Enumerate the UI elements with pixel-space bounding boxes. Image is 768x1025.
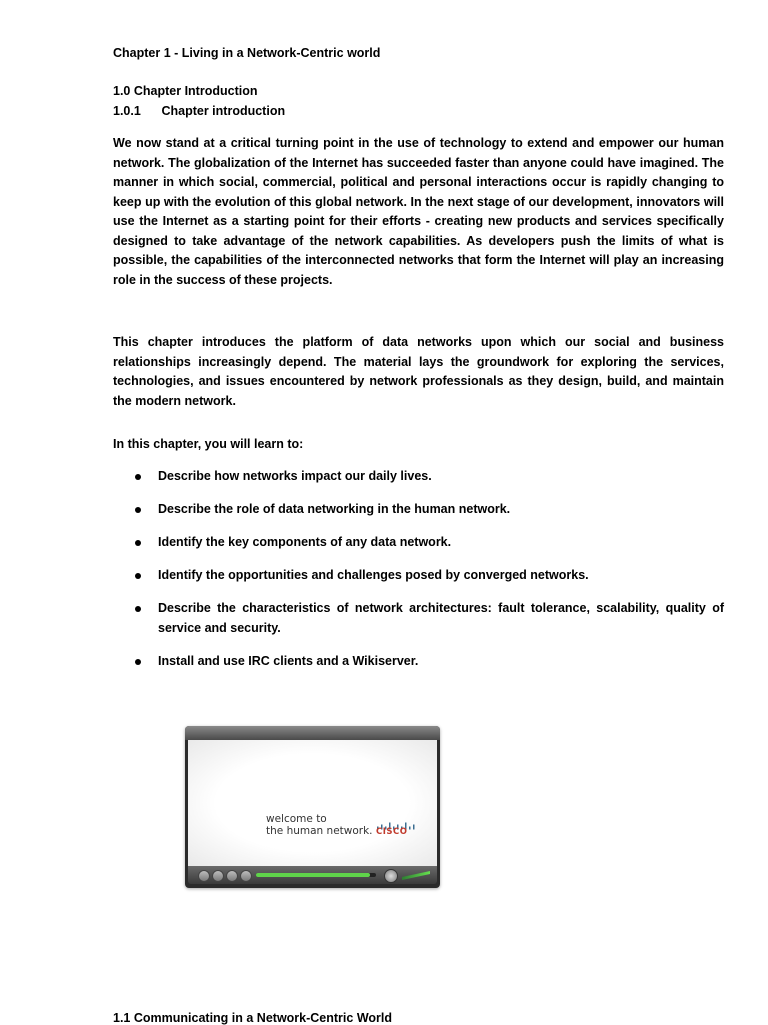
list-item-text: Identify the key components of any data network.	[158, 535, 452, 549]
bullet-icon	[135, 474, 141, 480]
section-title: Communicating in a Network-Centric World	[133, 1011, 392, 1025]
player-title-bar	[185, 726, 440, 740]
list-item	[113, 566, 724, 586]
bullet-icon	[135, 573, 141, 579]
section-heading-1-1	[113, 1011, 392, 1025]
play-button[interactable]	[212, 870, 224, 882]
chapter-overview-paragraph: This chapter introduces the platform of data networks upon which our social and business relationships increasingly depend. The material lays the groundwork for exploring the services, technologies, and issues encountered by network professionals as they design, build, and maintain the modern network.	[113, 335, 724, 408]
section-heading-1-0-1	[113, 104, 285, 118]
video-player[interactable]	[185, 726, 440, 888]
list-item	[113, 533, 724, 553]
objectives-lead: In this chapter, you will learn to:	[113, 437, 304, 451]
player-controls	[188, 866, 437, 884]
bullet-icon	[135, 659, 141, 665]
section-number: 1.1	[113, 1011, 131, 1025]
section-number: 1.0.1	[113, 104, 141, 118]
list-item	[113, 500, 724, 520]
chapter-title: Chapter 1 - Living in a Network-Centric world	[113, 46, 381, 60]
bullet-icon	[135, 540, 141, 546]
list-item-text: Install and use IRC clients and a Wikiserver.	[158, 653, 419, 668]
video-screen[interactable]	[188, 740, 437, 866]
pause-button[interactable]	[226, 870, 238, 882]
intro-paragraph: We now stand at a critical turning point in the use of technology to extend and empower our human network. The globalization of the Internet has succeeded faster than anyone could have imagined. The manner in which social, commercial, political and personal interactions occur is rapidly changing to keep up with the evolution of this global network. In the next stage of our development, innovators will use the Internet as a starting point for their efforts - creating new products and services specifically designed to take advantage of the network capabilities. As developers push the limits of what is possible, the capabilities of the interconnected networks that form the Internet will play an increasing role in the success of these projects.	[113, 136, 724, 287]
welcome-line-2: the human network.	[266, 825, 373, 837]
cisco-wordmark: CISCO	[376, 827, 408, 837]
volume-knob[interactable]	[384, 869, 398, 883]
bullet-icon	[135, 507, 141, 513]
list-item-text: Identify the opportunities and challenges posed by converged networks.	[158, 568, 589, 582]
section-title: Chapter introduction	[161, 104, 286, 118]
section-title: Chapter Introduction	[133, 84, 258, 98]
objectives-list	[113, 467, 724, 685]
progress-bar[interactable]	[256, 873, 376, 877]
list-item-text: Describe how networks impact our daily lives.	[158, 469, 432, 483]
list-item-text: Describe the role of data networking in the human network.	[158, 502, 511, 516]
bullet-icon	[135, 606, 141, 612]
list-item	[113, 599, 724, 638]
rewind-button[interactable]	[198, 870, 210, 882]
progress-fill	[256, 873, 370, 877]
section-heading-1-0	[113, 84, 257, 98]
list-item	[113, 467, 724, 487]
list-item-text: Describe the characteristics of network architectures: fault tolerance, scalability, quality of service and security.	[158, 601, 724, 635]
forward-button[interactable]	[240, 870, 252, 882]
volume-slider[interactable]	[402, 871, 430, 880]
section-number: 1.0	[113, 84, 131, 98]
list-item	[113, 652, 724, 672]
welcome-text	[266, 813, 373, 837]
welcome-line-1: welcome to	[266, 813, 327, 825]
